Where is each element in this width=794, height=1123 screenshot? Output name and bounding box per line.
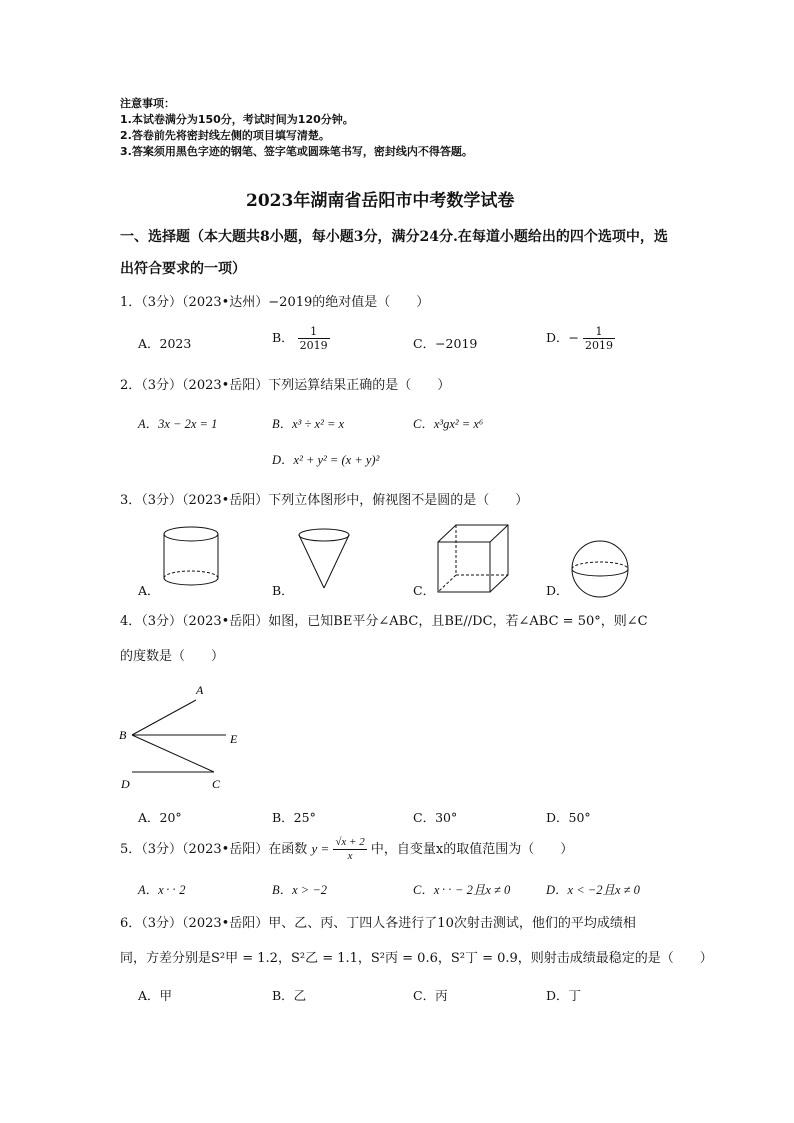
q1-option-d-label: D．− xyxy=(546,330,579,345)
q3-figure-sphere xyxy=(568,538,632,600)
q3-figure-cylinder xyxy=(160,524,222,592)
q6-option-a: A．甲 xyxy=(138,988,173,1003)
q6-option-b: B．乙 xyxy=(272,988,307,1003)
q5-option-c: C．x‥ − 2且x ≠ 0 xyxy=(413,883,511,897)
sphere-outline xyxy=(572,541,628,597)
notice-block xyxy=(120,96,473,160)
q5-stem-post: 中，自变量x的取值范围为（ ） xyxy=(370,842,574,857)
cube-top-front-edge xyxy=(490,525,508,542)
q4-geometry-figure xyxy=(112,678,252,796)
q5-option-b: B．x > −2 xyxy=(272,883,328,897)
q5-option-d: D．x < −2且x ≠ 0 xyxy=(546,883,640,897)
point-label-e: E xyxy=(230,732,238,746)
q2-stem: 2．（3分）（2023•岳阳）下列运算结果正确的是（ ） xyxy=(120,378,451,393)
q6-stem-line-2: 同，方差分别是S²甲 = 1.2，S²乙 = 1.1，S²丙 = 0.6，S²丁 = 0.9，则射击成绩最稳定的是（ ） xyxy=(120,951,713,966)
q2-option-d: D．x² + y² = (x + y)² xyxy=(272,453,380,467)
notice-line-3: 3.答案须用黑色字迹的钢笔、签字笔或圆珠笔书写，密封线内不得答题。 xyxy=(120,145,473,158)
q5-func-fraction xyxy=(333,836,366,863)
q3-option-b-label: B． xyxy=(272,583,294,598)
sphere-equator-front xyxy=(572,569,628,576)
cylinder-bottom-front xyxy=(164,578,218,585)
q5-option-a: A．x‥ 2 xyxy=(138,883,186,897)
q1-d-numerator: 1 xyxy=(583,325,615,339)
cylinder-bottom-back xyxy=(164,571,218,578)
sphere-equator-back xyxy=(572,562,628,569)
section-heading-line-1: 一、选择题（本大题共8小题，每小题3分，满分24分.在每道小题给出的四个选项中，选 xyxy=(120,229,668,245)
q2-option-a: A．3x − 2x = 1 xyxy=(138,417,218,431)
q5-func-y: y = xyxy=(311,841,330,856)
q1-option-d-fraction xyxy=(583,325,615,352)
q2-option-b: B．x³ ÷ x² = x xyxy=(272,417,345,431)
q4-option-c: C．30° xyxy=(413,810,458,825)
q1-stem: 1．（3分）（2023•达州）−2019的绝对值是（ ） xyxy=(120,295,430,310)
q1-option-b-label: B． xyxy=(272,330,294,345)
q4-option-b: B．25° xyxy=(272,810,316,825)
cone-left-edge xyxy=(299,535,324,588)
cylinder-top xyxy=(164,527,218,541)
cone-right-edge xyxy=(324,535,349,588)
q1-option-c: C．−2019 xyxy=(413,336,478,351)
q5-stem-pre: 5．（3分）（2023•岳阳）在函数 xyxy=(120,842,308,857)
cone-top xyxy=(299,529,349,541)
q4-stem-line-1: 4．（3分）（2023•岳阳）如图，已知BE平分∠ABC，且BE//DC，若∠ABC = 50°，则∠C xyxy=(120,614,648,629)
q1-option-b xyxy=(272,325,330,352)
notice-line-2: 2.答卷前先将密封线左侧的项目填写清楚。 xyxy=(120,129,330,142)
cube-front-face xyxy=(438,542,490,592)
q2-option-c: C．x³gx² = x⁶ xyxy=(413,417,484,431)
section-heading-line-2: 出符合要求的一项） xyxy=(120,261,246,277)
q4-option-a: A．20° xyxy=(138,810,182,825)
q1-option-b-fraction xyxy=(298,325,330,352)
q3-figure-cone xyxy=(296,526,352,592)
q3-figure-cube xyxy=(434,522,514,596)
q6-option-d: D．丁 xyxy=(546,988,582,1003)
ray-ba xyxy=(132,700,196,735)
cube-hidden-diagonal xyxy=(438,575,456,592)
point-label-a: A xyxy=(196,683,204,697)
q6-stem-line-1: 6．（3分）（2023•岳阳）甲、乙、丙、丁四人各进行了10次射击测试，他们的平均成绩相 xyxy=(120,916,636,931)
notice-line-1: 1.本试卷满分为150分，考试时间为120分钟。 xyxy=(120,113,354,126)
q4-stem-line-2: 的度数是（ ） xyxy=(120,649,225,664)
page-title: 2023年湖南省岳阳市中考数学试卷 xyxy=(246,191,515,211)
q5-stem xyxy=(120,836,573,863)
q5-func-numerator: √x + 2 xyxy=(335,836,365,848)
q1-d-denominator: 2019 xyxy=(584,339,613,352)
q4-option-d: D．50° xyxy=(546,810,591,825)
q1-option-d xyxy=(546,325,615,352)
q1-option-a: A．2023 xyxy=(138,336,192,351)
segment-bc xyxy=(132,735,214,772)
point-label-b: B xyxy=(119,728,127,742)
q1-b-denominator: 2019 xyxy=(299,339,328,352)
point-label-d: D xyxy=(121,777,130,791)
q3-stem: 3．（3分）（2023•岳阳）下列立体图形中，俯视图不是圆的是（ ） xyxy=(120,493,529,508)
point-label-c: C xyxy=(212,777,221,791)
q3-option-c-label: C． xyxy=(413,583,436,598)
q3-option-a-label: A． xyxy=(138,583,160,598)
q1-b-numerator: 1 xyxy=(298,325,330,339)
q3-option-d-label: D． xyxy=(546,583,569,598)
q6-option-c: C．丙 xyxy=(413,988,448,1003)
notice-heading: 注意事项： xyxy=(120,97,175,110)
q5-func-denominator: x xyxy=(347,850,353,862)
